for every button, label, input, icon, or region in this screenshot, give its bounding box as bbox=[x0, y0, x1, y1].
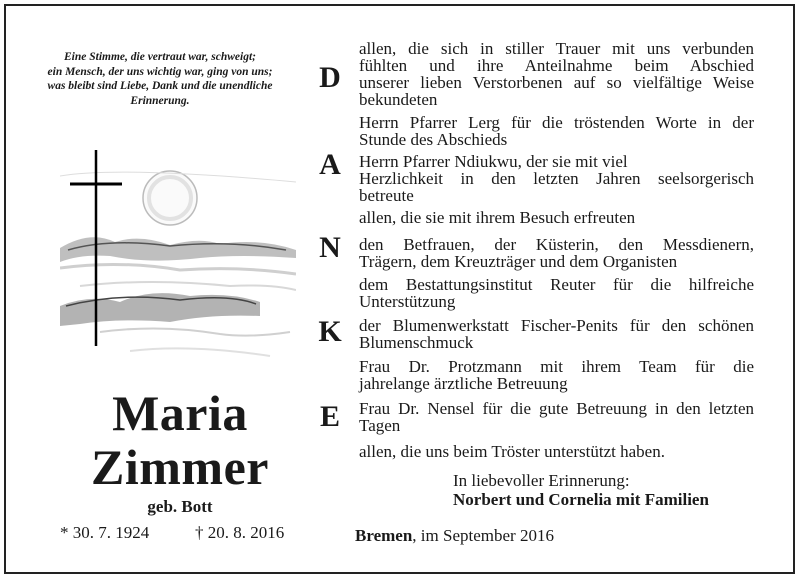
thanks-entry bbox=[359, 40, 754, 108]
thanks-line: jahrelange ärztliche Betreuung bbox=[359, 374, 568, 393]
closing-line: In liebevoller Erinnerung: bbox=[453, 471, 630, 490]
thanks-line: allen, die uns beim Tröster unterstützt haben. bbox=[359, 442, 665, 461]
dank-letter: N bbox=[319, 231, 341, 264]
thanks-line: Herzlichkeit in den letzten Jahren seelsorgerisch bbox=[359, 169, 754, 188]
thanks-line: den Betfrauen, der Küsterin, den Messdienern, bbox=[359, 235, 754, 254]
thanks-line: Tagen bbox=[359, 416, 401, 435]
thanks-line: bekundeten bbox=[359, 90, 438, 109]
thanks-line: Unterstützung bbox=[359, 292, 456, 311]
thanks-entry bbox=[359, 400, 754, 434]
thanks-line: Stunde des Abschieds bbox=[359, 130, 508, 149]
poem-line: was bleibt sind Liebe, Dank und die unendliche bbox=[47, 80, 273, 92]
dank-letter: E bbox=[319, 400, 340, 433]
place-date: , im September 2016 bbox=[412, 526, 554, 545]
thanks-line: unserer lieben Verstorbenen auf so vielfältige Weise bbox=[359, 73, 754, 92]
cross-landscape-drawing bbox=[60, 146, 296, 378]
thanks-entry bbox=[359, 114, 754, 148]
thanks-entry bbox=[359, 153, 754, 204]
poem-line: ein Mensch, der uns wichtig war, ging von uns; bbox=[47, 65, 273, 78]
closing-signature: Norbert und Cornelia mit Familien bbox=[453, 490, 709, 509]
thanks-entry bbox=[359, 358, 754, 392]
deceased-first-name: Maria bbox=[112, 385, 248, 441]
thanks-entry bbox=[359, 236, 754, 270]
thanks-line: Trägern, dem Kreuzträger und dem Organisten bbox=[359, 252, 678, 271]
thanks-line: der Blumenwerkstatt Fischer-Penits für den schönen bbox=[359, 316, 754, 335]
thanks-entry bbox=[359, 443, 754, 460]
thanks-entry bbox=[359, 317, 754, 351]
place-and-date bbox=[355, 526, 554, 546]
thanks-line: Herrn Pfarrer Lerg für die tröstenden Worte in der bbox=[359, 113, 754, 132]
birth-date: * 30. 7. 1924 bbox=[60, 523, 150, 542]
birth-name: geb. Bott bbox=[147, 497, 213, 516]
thanks-line: Herrn Pfarrer Ndiukwu, der sie mit viel bbox=[359, 152, 628, 171]
deceased-last-name: Zimmer bbox=[91, 439, 269, 495]
thanks-entry bbox=[359, 276, 754, 310]
thanks-entry bbox=[359, 209, 754, 226]
thanks-line: Blumenschmuck bbox=[359, 333, 474, 352]
thanks-line: fühlten und ihre Anteilnahme beim Abschied bbox=[359, 56, 754, 75]
thanks-line: Frau Dr. Nensel für die gute Betreuung in den letzten bbox=[359, 399, 754, 418]
poem-line: Eine Stimme, die vertraut war, schweigt; bbox=[64, 51, 256, 63]
thanks-line: Frau Dr. Protzmann mit ihrem Team für die bbox=[359, 357, 754, 376]
thanks-line: betreute bbox=[359, 186, 414, 205]
thanks-line: dem Bestattungsinstitut Reuter für die hilfreiche bbox=[359, 275, 754, 294]
thanks-line: allen, die sich in stiller Trauer mit uns verbunden bbox=[359, 39, 754, 58]
dank-letter: K bbox=[318, 315, 342, 348]
dank-letter: D bbox=[319, 61, 341, 94]
poem-line: Erinnerung. bbox=[130, 94, 190, 107]
memorial-poem bbox=[10, 50, 310, 108]
dank-letter: A bbox=[319, 148, 341, 181]
thanks-line: allen, die sie mit ihrem Besuch erfreuten bbox=[359, 208, 636, 227]
place-city: Bremen bbox=[355, 526, 413, 545]
death-date: † 20. 8. 2016 bbox=[195, 523, 285, 542]
